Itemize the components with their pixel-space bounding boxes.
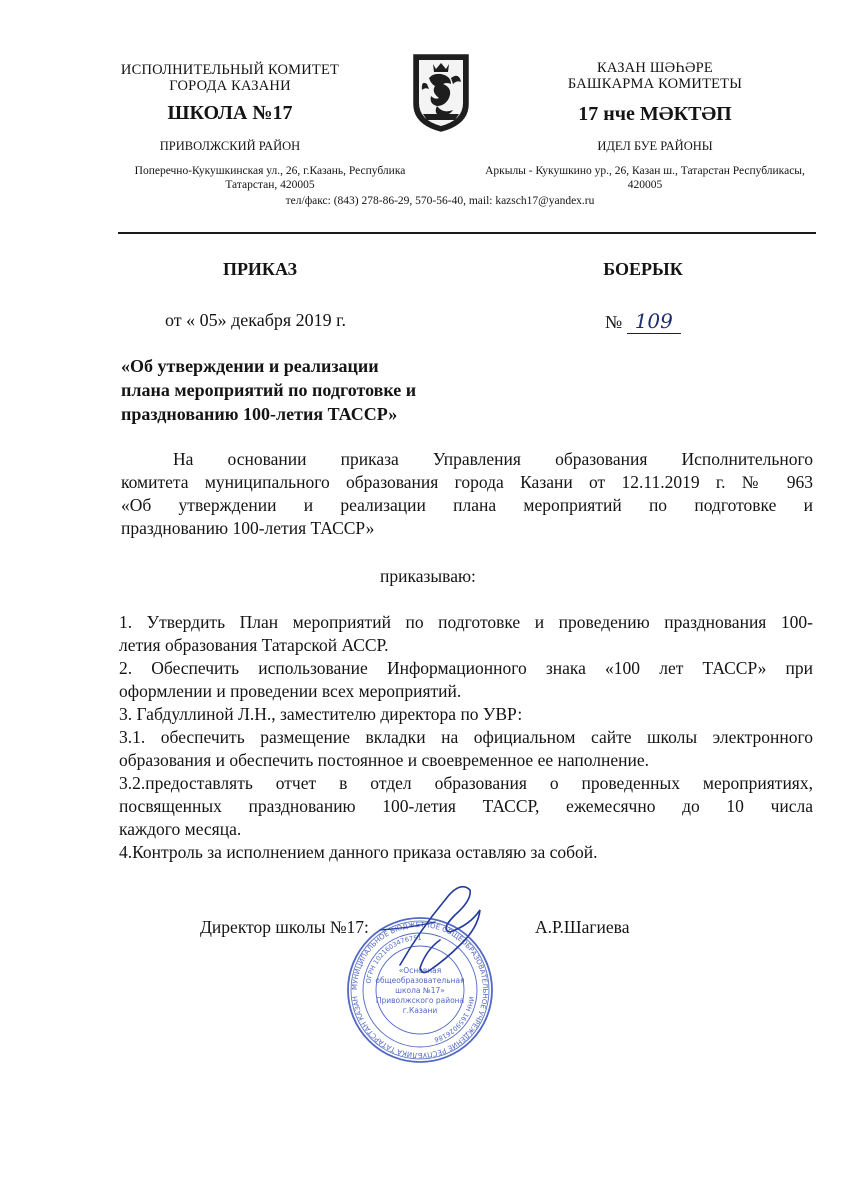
address-ru xyxy=(95,164,445,192)
item-line: оформлении и проведении всех мероприятий. xyxy=(119,681,462,701)
signature-name: А.Р.Шагиева xyxy=(535,917,630,937)
signature-role: Директор школы №17: xyxy=(200,917,369,937)
stamp-center-line: «Основная xyxy=(398,966,442,975)
order-subject xyxy=(121,354,481,426)
address-ru-line1: Поперечно-Кукушкинская ул., 26, г.Казань, Республика xyxy=(134,165,406,177)
order-number-prefix: № xyxy=(605,312,623,332)
school-name-tt: 17 нче МӘКТӘП xyxy=(578,103,732,125)
stamp-inn: ИНН 1659026186 xyxy=(433,995,476,1044)
order-number-handwritten: 109 xyxy=(627,309,681,334)
item-line: образования и обеспечить постоянное и своевременное ее наполнение. xyxy=(119,750,649,770)
item-line: посвященных празднованию 100-летия ТАССР, ежемесячно до 10 числа xyxy=(119,796,813,816)
stamp-ring-text: МУНИЦИПАЛЬНОЕ БЮДЖЕТНОЕ ОБЩЕОБРАЗОВАТЕЛЬНОЕ УЧРЕЖДЕНИЕ РЕСПУБЛИКА ТАТАРСТАН КАЗАН xyxy=(350,920,490,1060)
stamp-center-line: общеобразовательная xyxy=(375,976,465,985)
item-line: 3.2.предоставлять отчет в отдел образования о проведенных мероприятиях, xyxy=(119,773,813,793)
order-title-ru: ПРИКАЗ xyxy=(222,259,298,279)
item-line: летия образования Татарской АССР. xyxy=(119,635,389,655)
item-line: 2. Обеспечить использование Информационного знака «100 лет ТАССР» при xyxy=(119,658,813,678)
stamp-center-line: г.Казани xyxy=(402,1006,438,1015)
org-name-tt-line2: БАШКАРМА КОМИТЕТЫ xyxy=(567,76,743,92)
preamble xyxy=(121,448,813,540)
preamble-line: комитета муниципального образования города Казани от 12.11.2019 г. № 963 xyxy=(121,472,813,492)
address-tt-line1: Аркылы - Кукушкино ур., 26, Казан ш., Татарстан Республикасы, xyxy=(485,165,805,177)
order-number xyxy=(605,309,725,333)
org-name-line2: ГОРОДА КАЗАНИ xyxy=(169,78,291,94)
item-line: 1. Утвердить План мероприятий по подготовке и проведению празднования 100- xyxy=(119,612,813,632)
header-left-org xyxy=(95,62,365,94)
district-tt: ИДЕЛ БУЕ РАЙОНЫ xyxy=(597,139,713,153)
address-tt xyxy=(460,164,830,192)
order-date: от « 05» декабря 2019 г. xyxy=(165,310,347,330)
contacts: тел/факс: (843) 278-86-29, 570-56-40, mail: kazsch17@yandex.ru xyxy=(285,195,595,207)
stamp-center-line: школа №17» xyxy=(395,986,445,995)
preamble-line: «Об утверждении и реализации плана мероприятий по подготовке и xyxy=(121,495,813,515)
subject-line2: плана мероприятий по подготовке и xyxy=(121,380,417,400)
item-line: 3. Габдуллиной Л.Н., заместителю директора по УВР: xyxy=(119,704,523,724)
kazan-coat-of-arms-icon xyxy=(413,54,469,132)
preamble-line: На основании приказа Управления образования Исполнительного xyxy=(173,449,813,469)
school-name-ru: ШКОЛА №17 xyxy=(167,102,293,124)
subject-line3: празднованию 100-летия ТАССР» xyxy=(121,404,398,424)
stamp-ogrn: ОГРН 1021603476751 xyxy=(364,933,422,985)
official-stamp xyxy=(345,915,495,1065)
header-divider xyxy=(118,232,816,234)
header-right-org xyxy=(520,60,790,92)
item-line: каждого месяца. xyxy=(119,819,242,839)
address-tt-line2: 420005 xyxy=(627,179,663,191)
decree-word: приказываю: xyxy=(380,566,476,586)
order-items xyxy=(119,611,813,864)
item-line: 4.Контроль за исполнением данного приказа оставляю за собой. xyxy=(119,842,598,862)
subject-line1: «Об утверждении и реализации xyxy=(121,356,379,376)
org-name-line1: ИСПОЛНИТЕЛЬНЫЙ КОМИТЕТ xyxy=(120,62,340,78)
address-ru-line2: Татарстан, 420005 xyxy=(225,179,315,191)
stamp-center-line: Приволжского района xyxy=(375,996,465,1005)
order-title-tt: БОЕРЫК xyxy=(603,259,683,279)
item-line: 3.1. обеспечить размещение вкладки на официальном сайте школы электронного xyxy=(119,727,813,747)
preamble-line: празднованию 100-летия ТАССР» xyxy=(121,518,375,538)
org-name-tt-line1: КАЗАН ШӘҺӘРЕ xyxy=(597,60,713,76)
district-ru: ПРИВОЛЖСКИЙ РАЙОН xyxy=(159,139,301,153)
